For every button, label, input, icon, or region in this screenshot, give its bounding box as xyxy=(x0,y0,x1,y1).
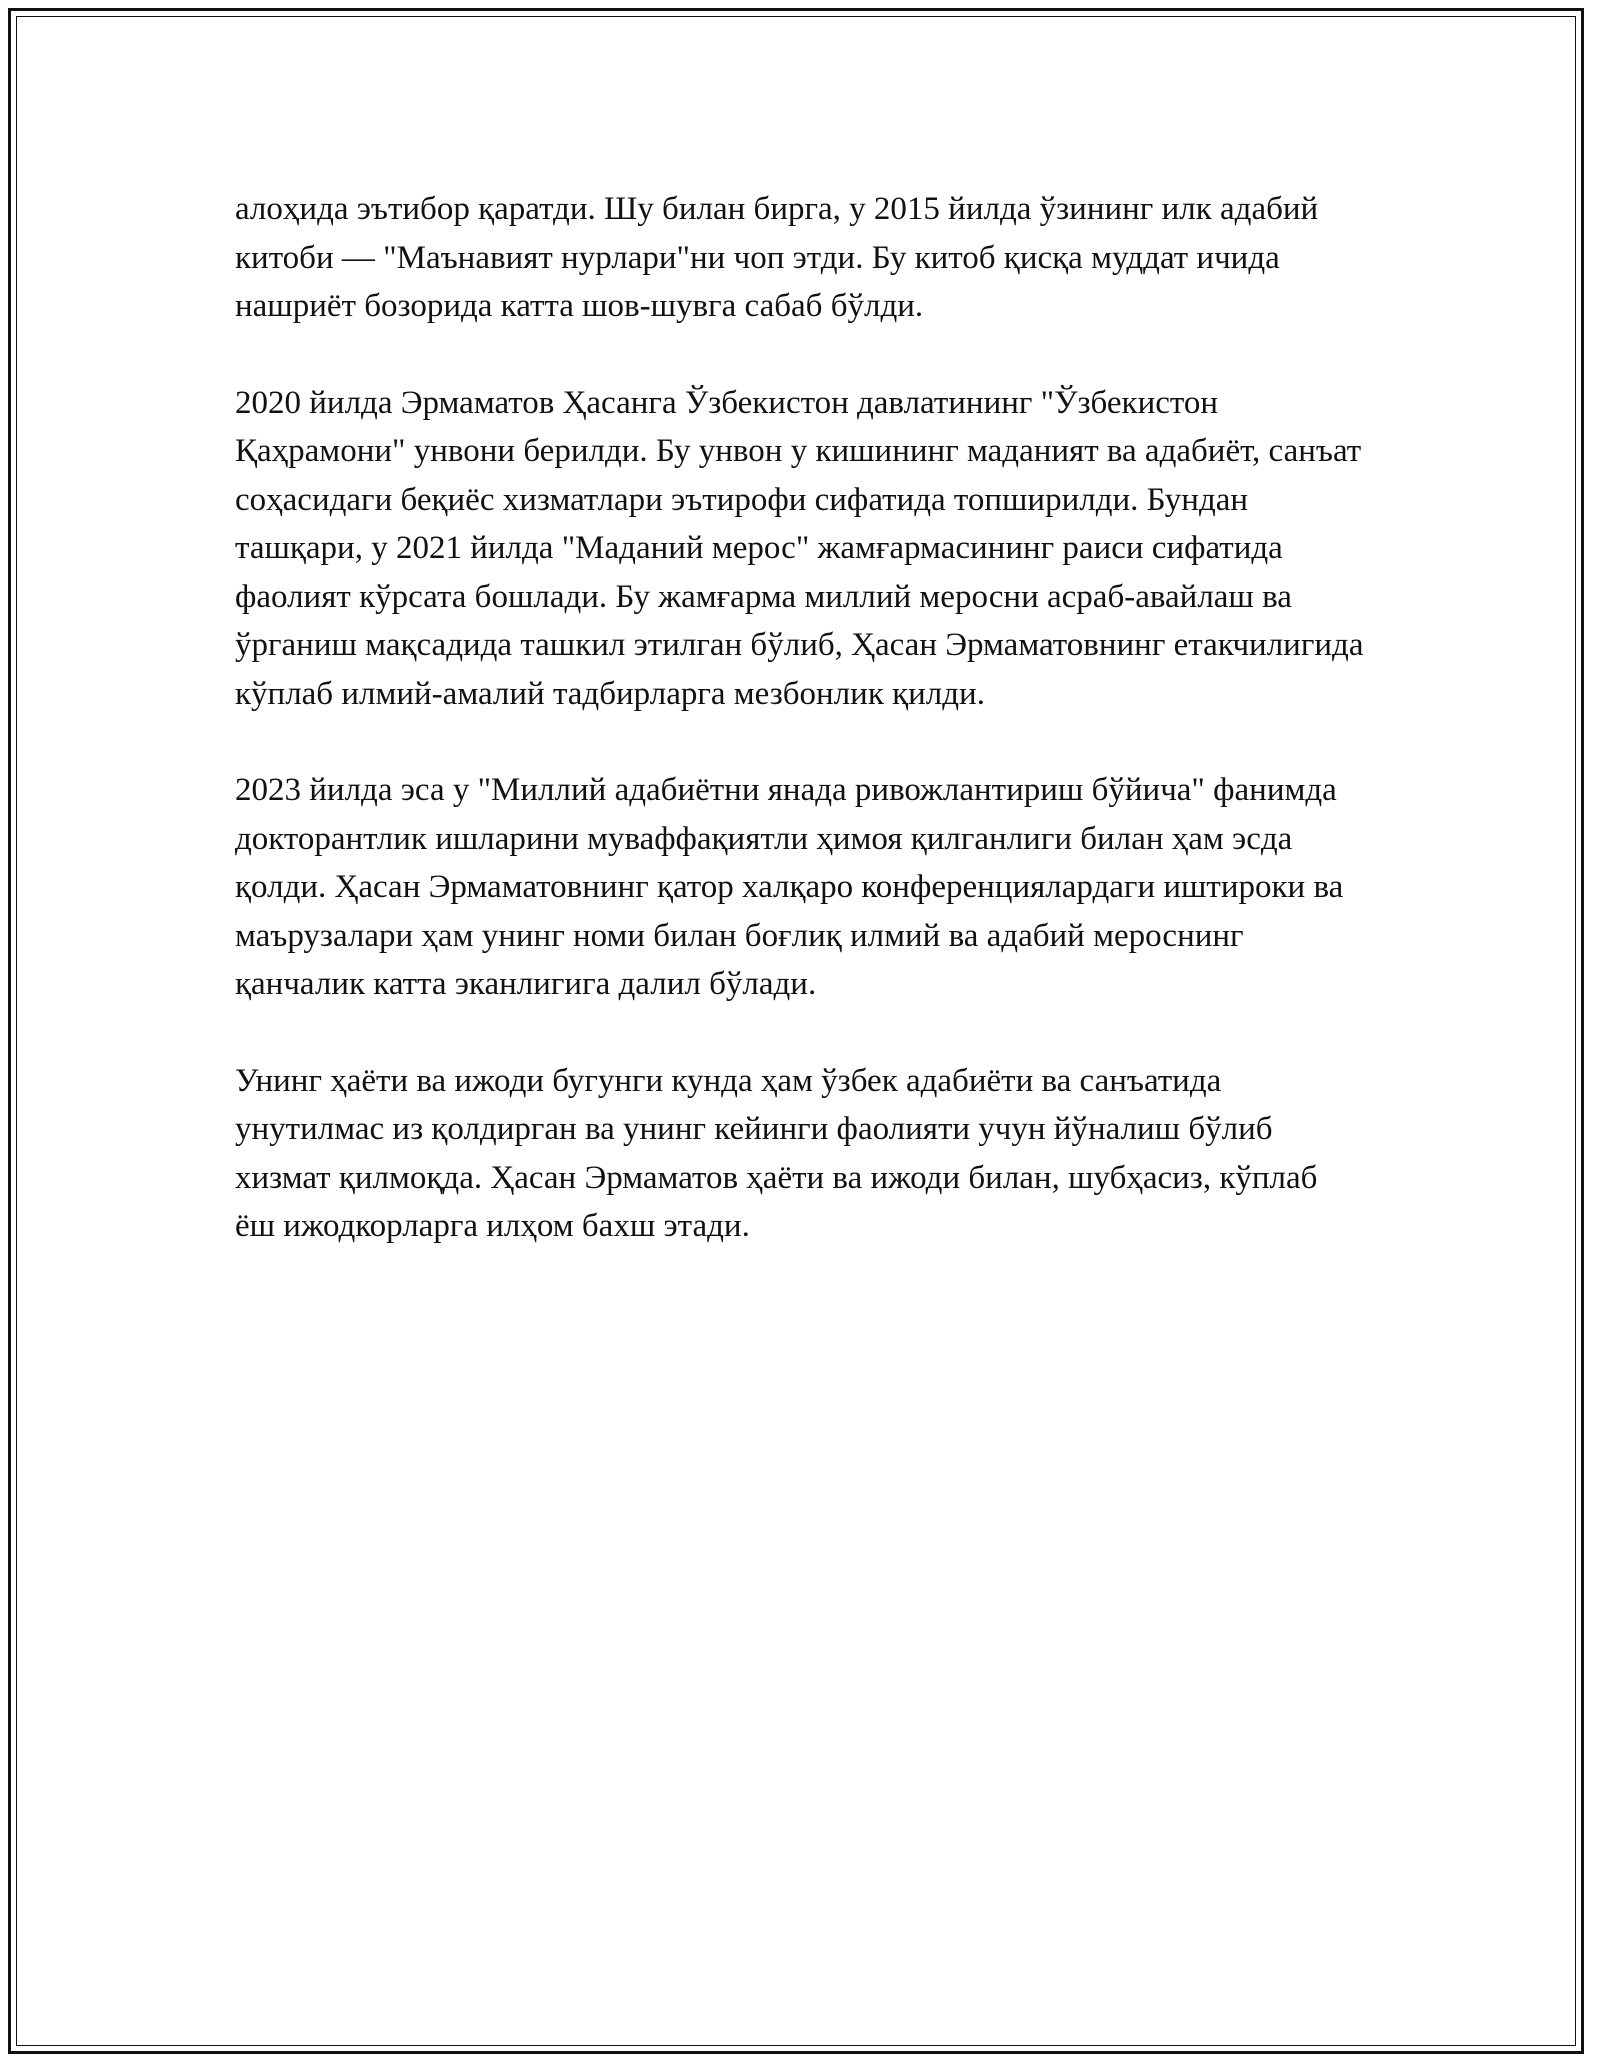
paragraph-continuation: алоҳида эътибор қаратди. Шу билан бирга, у 2015 йилда ўзининг илк адабий китоби — "Маънавият нурлари"ни чоп этди. Бу китоб қисқа муддат ичида нашриёт бозорида катта шов-шувга сабаб бўлди. xyxy=(235,191,1319,324)
document-body xyxy=(235,185,1365,1299)
paragraph-hero-title: 2020 йилда Эрмаматов Ҳасанга Ўзбекистон давлатининг "Ўзбекистон Қаҳрамони" унвони берилди. Бу унвон у кишининг маданият ва адабиёт, санъат соҳасидаги беқиёс хизматлари эътирофи сифатида топширилди. Бундан ташқари, у 2021 йилда "Маданий мерос" жамғармасининг раиси сифатида фаолият кўрсата бошлади. Бу жамғарма миллий меросни асраб-авайлаш ва ўрганиш мақсадида ташкил этилган бўлиб, Ҳасан Эрмаматовнинг етакчилигида кўплаб илмий-амалий тадбирларга мезбонлик қилди. xyxy=(235,384,1364,712)
paragraph-legacy: Унинг ҳаёти ва ижоди бугунги кунда ҳам ўзбек адабиёти ва санъатида унутилмас из қолдирган ва унинг кейинги фаолияти учун йўналиш бўлиб хизмат қилмоқда. Ҳасан Эрмаматов ҳаёти ва ижоди билан, шубҳасиз, кўплаб ёш ижодкорларга илҳом бахш этади. xyxy=(235,1062,1318,1244)
paragraph-doctorate: 2023 йилда эса у "Миллий адабиётни янада ривожлантириш бўйича" фанимда докторантлик ишларини муваффақиятли ҳимоя қилганлиги билан ҳам эсда қолди. Ҳасан Эрмаматовнинг қатор халқаро конференциялардаги иштироки ва маърузалари ҳам унинг номи билан боғлиқ илмий ва адабий мероснинг қанчалик катта эканлигига далил бўлади. xyxy=(235,772,1344,1002)
